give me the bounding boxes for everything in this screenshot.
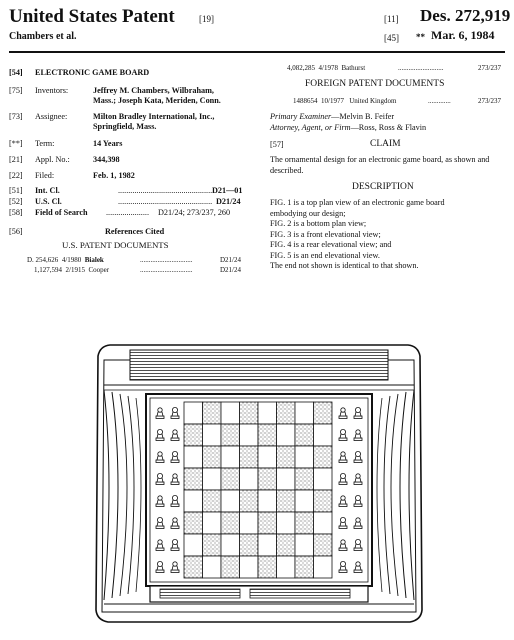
date-code: [45]	[384, 33, 399, 43]
field-term: [**] Term: 14 Years	[9, 139, 123, 148]
board-square	[295, 402, 314, 424]
foreign-row: 1488654 10/1977 United Kingdom	[293, 97, 397, 105]
attorney: Attorney, Agent, or Firm—Ross, Ross & Flavin	[270, 123, 427, 132]
board-square	[203, 468, 222, 490]
board-square	[314, 534, 333, 556]
board-square	[240, 512, 259, 534]
board-square	[184, 534, 203, 556]
board-square	[295, 446, 314, 468]
class-int: [51] Int. Cl.	[9, 186, 60, 195]
date-prefix: **	[416, 32, 425, 42]
field-inventors: [75] Inventors: Jeffrey M. Chambers, Wilbraham,	[9, 86, 214, 95]
dots-int: ..............................................	[118, 186, 213, 195]
board-square	[184, 402, 203, 424]
board-square	[277, 490, 296, 512]
description-title: DESCRIPTION	[352, 182, 414, 192]
inventors-short: Chambers et al.	[9, 31, 77, 42]
desc-line: FIG. 1 is a top plan view of an electronic game board	[270, 198, 445, 207]
board-square	[221, 534, 240, 556]
patent-office-title: United States Patent	[9, 6, 175, 27]
board-square	[295, 556, 314, 578]
ref-class: 273/237	[478, 97, 501, 105]
board-square	[295, 534, 314, 556]
field-filed: [22] Filed: Feb. 1, 1982	[9, 171, 135, 180]
board-square	[221, 424, 240, 446]
top-grill	[130, 350, 388, 380]
patent-number: Des. 272,919	[420, 6, 511, 25]
ref-row-right: 4,082,285 4/1978 Bathurst	[287, 64, 366, 72]
board-square	[240, 402, 259, 424]
board-square	[221, 556, 240, 578]
references-title: References Cited	[105, 227, 165, 236]
board-square	[258, 534, 277, 556]
field-inventors-cont: Mass.; Joseph Kata, Meriden, Conn.	[93, 96, 221, 105]
ref-dots: ..........................	[398, 64, 444, 72]
field-assignee-cont: Springfield, Mass.	[93, 122, 157, 131]
board-square	[184, 556, 203, 578]
claim-text: The ornamental design for an electronic game board, as shown and described.	[270, 155, 490, 175]
board-square	[240, 468, 259, 490]
board-square	[277, 402, 296, 424]
desc-line: FIG. 3 is a front elevational view;	[270, 229, 381, 239]
board-square	[184, 468, 203, 490]
board-square	[203, 490, 222, 512]
board-square	[184, 490, 203, 512]
board-square	[258, 512, 277, 534]
board-square	[221, 446, 240, 468]
patent-date: Mar. 6, 1984	[431, 28, 495, 42]
board-square	[240, 446, 259, 468]
board-square	[314, 402, 333, 424]
board-square	[258, 468, 277, 490]
board-square	[221, 490, 240, 512]
board-square	[314, 468, 333, 490]
board-square	[203, 556, 222, 578]
checkerboard-grid	[184, 402, 332, 578]
ref-dots: .............	[428, 97, 451, 105]
board-square	[258, 556, 277, 578]
examiner: Primary Examiner—Melvin B. Feifer	[270, 112, 395, 121]
board-square	[277, 468, 296, 490]
board-square	[258, 446, 277, 468]
dots-us: ..............................................	[118, 197, 213, 206]
claim-title: CLAIM	[370, 139, 401, 149]
board-square	[258, 402, 277, 424]
field-code: [54]	[9, 68, 23, 77]
references-subtitle: U.S. PATENT DOCUMENTS	[62, 240, 169, 250]
ref-dots: ..............................	[140, 266, 193, 274]
control-strip	[104, 586, 414, 604]
board-square	[203, 512, 222, 534]
board-square	[203, 446, 222, 468]
board-square	[314, 556, 333, 578]
ref-row: 1,127,594 2/1915 Cooper	[34, 266, 110, 274]
ref-class: D21/24	[220, 266, 241, 274]
board-square	[314, 490, 333, 512]
title-code: [19]	[199, 14, 214, 24]
board-square	[258, 424, 277, 446]
field-appl-no: [21] Appl. No.: 344,398	[9, 155, 120, 164]
desc-line: embodying our design;	[270, 208, 346, 218]
board-square	[184, 446, 203, 468]
desc-line: The end not shown is identical to that shown.	[270, 261, 419, 270]
board-square	[314, 424, 333, 446]
board-square	[314, 512, 333, 534]
desc-line: FIG. 4 is a rear elevational view; and	[270, 240, 392, 249]
dots-field: .....................	[106, 208, 149, 217]
board-square	[221, 402, 240, 424]
ref-class: D21/24	[220, 256, 241, 264]
class-us-value: D21/24	[216, 197, 241, 206]
board-square	[295, 468, 314, 490]
board-square	[203, 402, 222, 424]
board-square	[203, 534, 222, 556]
board-square	[295, 424, 314, 446]
foreign-title: FOREIGN PATENT DOCUMENTS	[305, 79, 445, 89]
board-square	[221, 512, 240, 534]
class-us: [52] U.S. Cl.	[9, 197, 62, 206]
board-square	[277, 556, 296, 578]
board-square	[203, 424, 222, 446]
class-int-value: D21—01	[212, 186, 243, 195]
board-square	[277, 534, 296, 556]
board-square	[295, 512, 314, 534]
desc-line: FIG. 5 is an end elevational view.	[270, 250, 380, 260]
ref-class: 273/237	[478, 64, 501, 72]
board-square	[240, 490, 259, 512]
class-field-value: D21/24; 273/237, 260	[158, 208, 231, 217]
design-title: ELECTRONIC GAME BOARD	[35, 68, 150, 77]
desc-line: FIG. 2 is a bottom plan view;	[270, 219, 367, 228]
board-square	[221, 468, 240, 490]
board-square	[258, 490, 277, 512]
board-square	[277, 424, 296, 446]
left-side-panel	[104, 390, 141, 600]
board-square	[184, 424, 203, 446]
board-square	[277, 512, 296, 534]
ref-row: D. 254,626 4/1980 Bialek	[27, 256, 104, 264]
board-square	[240, 534, 259, 556]
board-square	[240, 556, 259, 578]
references-code: [56]	[9, 227, 23, 236]
board-square	[184, 512, 203, 534]
board-square	[240, 424, 259, 446]
field-assignee: [73] Assignee: Milton Bradley International, Inc.,	[9, 112, 215, 121]
claim-code: [57]	[270, 140, 284, 149]
board-square	[295, 490, 314, 512]
board-square	[314, 446, 333, 468]
class-field: [58] Field of Search	[9, 208, 88, 217]
number-code: [11]	[384, 14, 399, 24]
ref-dots: ..............................	[140, 256, 193, 264]
right-side-panel	[377, 390, 414, 600]
board-square	[277, 446, 296, 468]
